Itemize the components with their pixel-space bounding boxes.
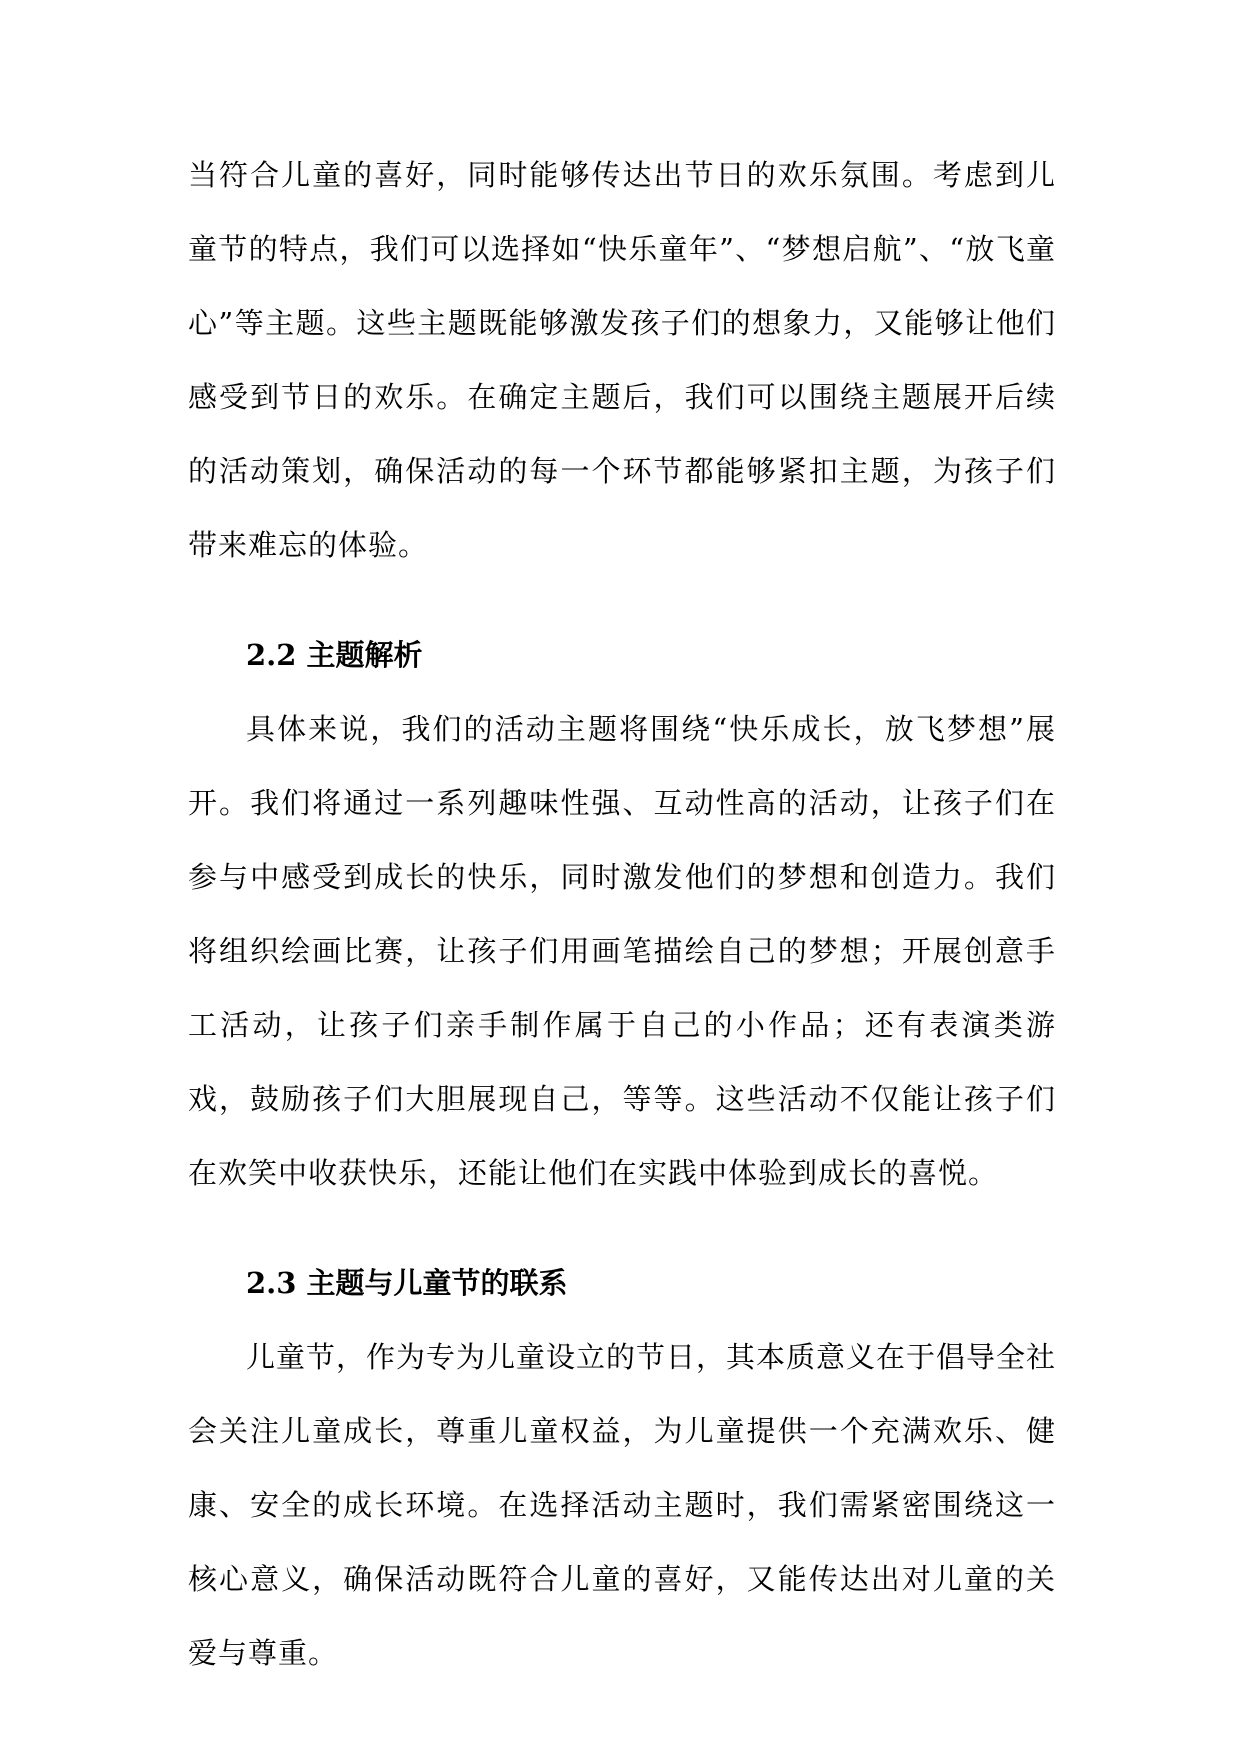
section-heading-2-2: 2.2 主题解析: [246, 638, 423, 672]
section-paragraph-2-2: 具体来说，我们的活动主题将围绕“快乐成长，放飞梦想”展开。我们将通过一系列趣味性强、互动性高的活动，让孩子们在参与中感受到成长的快乐，同时激发他们的梦想和创造力。我们将组织绘画比赛，让孩子们用画笔描绘自己的梦想；开展创意手工活动，让孩子们亲手制作属于自己的小作品；还有表演类游戏，鼓励孩子们大胆展现自己，等等。这些活动不仅能让孩子们在欢笑中收获快乐，还能让他们在实践中体验到成长的喜悦。: [188, 712, 1056, 1190]
section-heading-2-3: 2.3 主题与儿童节的联系: [246, 1266, 568, 1300]
continued-paragraph: 当符合儿童的喜好，同时能够传达出节日的欢乐氛围。考虑到儿童节的特点，我们可以选择如“快乐童年”、“梦想启航”、“放飞童心”等主题。这些主题既能够激发孩子们的想象力，又能够让他们感受到节日的欢乐。在确定主题后，我们可以围绕主题展开后续的活动策划，确保活动的每一个环节都能够紧扣主题，为孩子们带来难忘的体验。: [188, 158, 1056, 562]
document-body: [188, 138, 1056, 1690]
section-paragraph-2-3: 儿童节，作为专为儿童设立的节日，其本质意义在于倡导全社会关注儿童成长，尊重儿童权益，为儿童提供一个充满欢乐、健康、安全的成长环境。在选择活动主题时，我们需紧密围绕这一核心意义，确保活动既符合儿童的喜好，又能传达出对儿童的关爱与尊重。: [188, 1340, 1057, 1670]
